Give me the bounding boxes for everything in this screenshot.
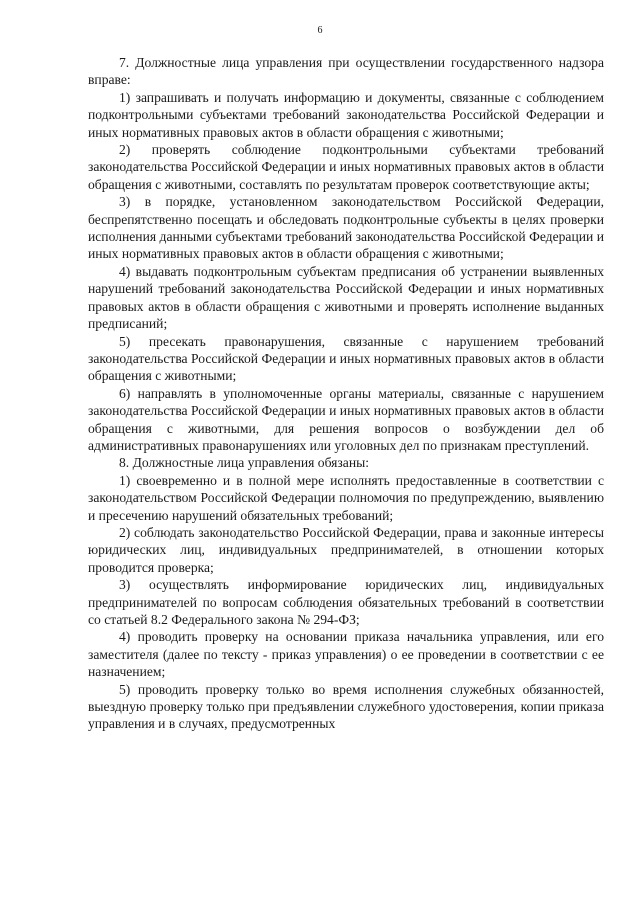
paragraph-8-item-5: 5) проводить проверку только во время исполнения служебных обязанностей, выездную проверку только при предъявлении служебного удостоверения, копии приказа управления и в случаях, предусмотренных: [88, 681, 604, 732]
paragraph-7-item-3: 3) в порядке, установленном законодательством Российской Федерации, беспрепятственно посещать и обследовать подконтрольные субъекты в целях проверки исполнения данными субъектами требований законодательства Российской Федерации и иных нормативных правовых актов в области обращения с животными;: [88, 194, 604, 262]
paragraph-7-heading: 7. Должностные лица управления при осуществлении государственного надзора вправе:: [88, 55, 604, 88]
paragraph-8-item-1: 1) своевременно и в полной мере исполнять предоставленные в соответствии с законодательством Российской Федерации полномочия по предупреждению, выявлению и пресечению нарушений обязательных требований;: [88, 472, 604, 523]
paragraph-8-item-4: 4) проводить проверку на основании приказа начальника управления, или его заместителя (далее по тексту - приказ управления) о ее проведении в соответствии с ее назначением;: [88, 629, 604, 680]
paragraph-7-item-4: 4) выдавать подконтрольным субъектам предписания об устранении выявленных нарушений требований законодательства Российской Федерации и иных нормативных правовых актов в области обращения с животными и проверять исполнение выданных предписаний;: [88, 263, 604, 332]
paragraph-7-item-5: 5) пресекать правонарушения, связанные с нарушением требований законодательства Российской Федерации и иных нормативных правовых актов в области обращения с животными;: [88, 333, 604, 384]
paragraph-8-item-3: 3) осуществлять информирование юридических лиц, индивидуальных предпринимателей по вопросам соблюдения обязательных требований в соответствии со статьей 8.2 Федерального закона № 294-ФЗ;: [88, 577, 604, 627]
page-number: 6: [317, 25, 323, 36]
paragraph-7-item-6: 6) направлять в уполномоченные органы материалы, связанные с нарушением законодательства Российской Федерации и иных нормативных правовых актов в области обращения с животными, для решения вопросов о возбуждении дел об административных правонарушениях или уголовных дел по признакам преступлений.: [88, 385, 604, 453]
document-body: [88, 54, 604, 733]
paragraph-7-item-1: 1) запрашивать и получать информацию и документы, связанные с соблюдением подконтрольными субъектами требований законодательства Российской Федерации и иных нормативных правовых актов в области обращения с животными;: [88, 89, 604, 140]
paragraph-7-item-2: 2) проверять соблюдение подконтрольными субъектами требований законодательства Российской Федерации и иных нормативных правовых актов в области обращения с животными, составлять по результатам проверок соответствующие акты;: [88, 142, 604, 192]
paragraph-8-heading: 8. Должностные лица управления обязаны:: [119, 455, 370, 471]
paragraph-8-item-2: 2) соблюдать законодательство Российской Федерации, права и законные интересы юридических лиц, индивидуальных предпринимателей, в отношении которых проводится проверка;: [88, 524, 604, 575]
